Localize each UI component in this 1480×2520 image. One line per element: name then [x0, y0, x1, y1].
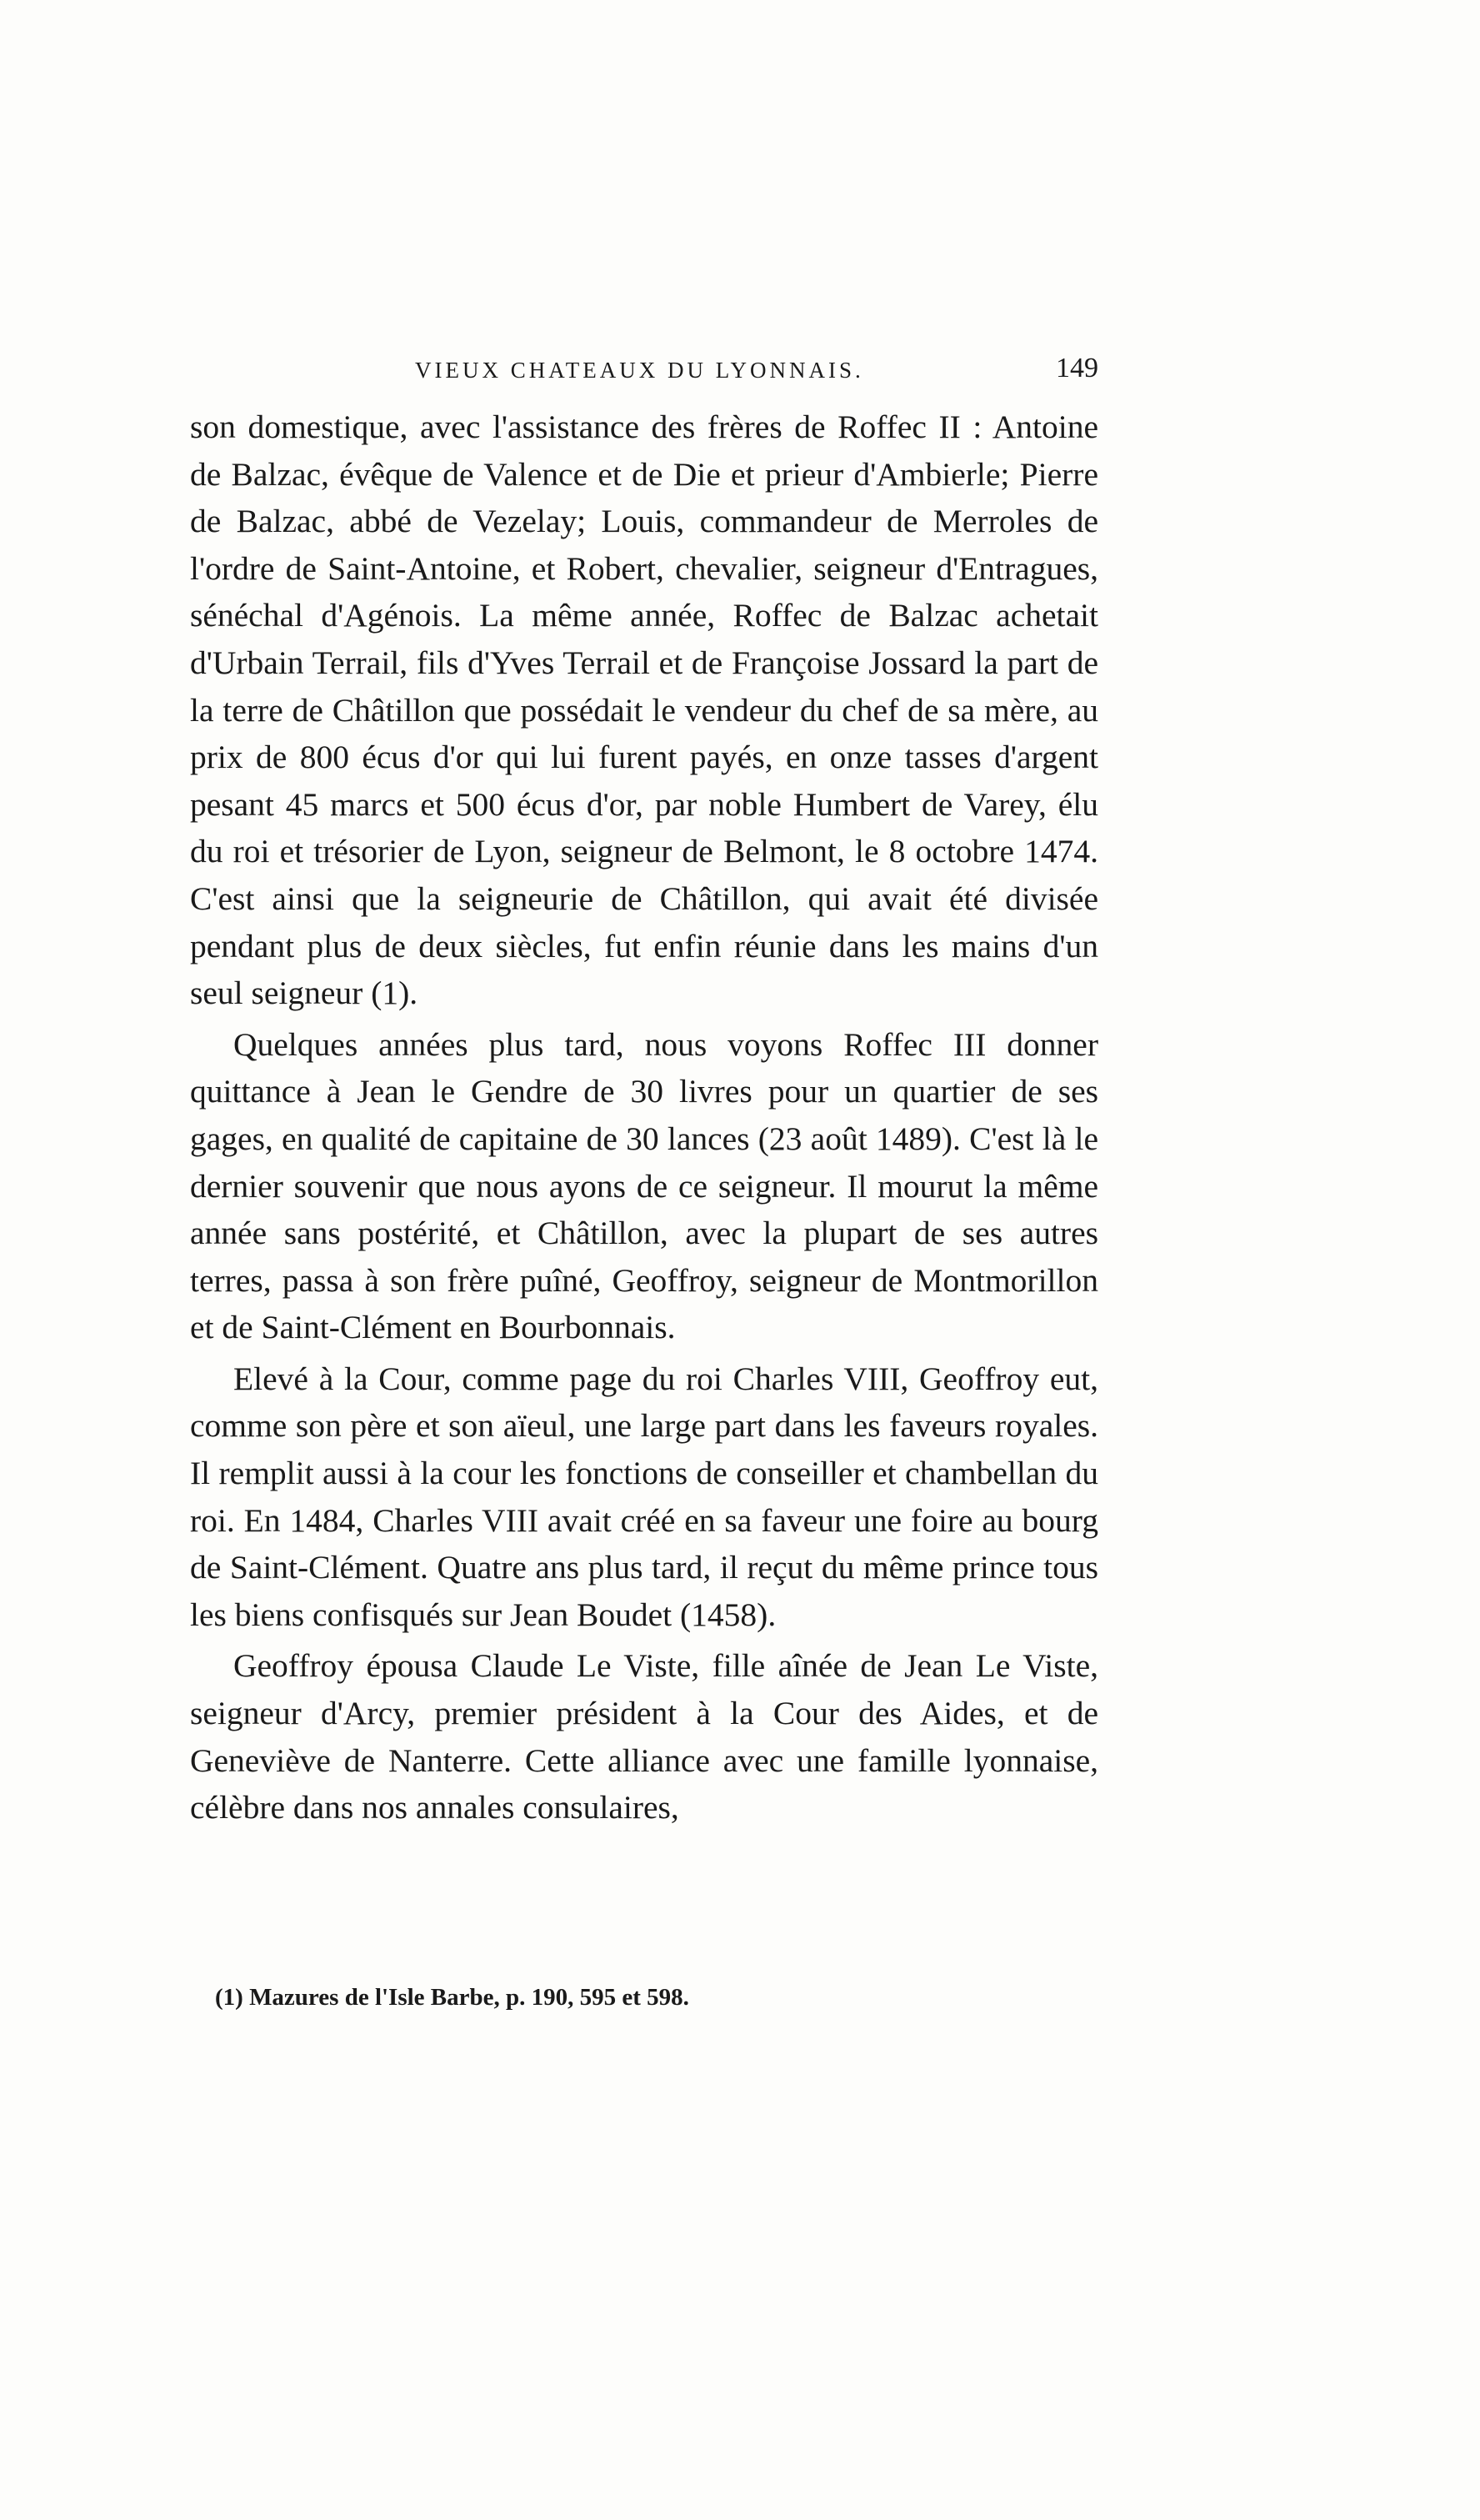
page-number: 149: [1056, 353, 1098, 383]
paragraph-1: son domestique, avec l'assistance des frères de Roffec II : Antoine de Balzac, évêque de Valence et de Die et prieur d'Ambierle; Pierre de Balzac, abbé de Vezelay; Louis, commandeur de Merroles de l'ordre de Saint-Antoine, et Robert, chevalier, seigneur d'Entragues, sénéchal d'Agénois. La même année, Roffec de Balzac achetait d'Urbain Terrail, fils d'Yves Terrail et de Françoise Jossard la part de la terre de Châtillon que possédait le vendeur du chef de sa mère, au prix de 800 écus d'or qui lui furent payés, en onze tasses d'argent pesant 45 marcs et 500 écus d'or, par noble Humbert de Varey, élu du roi et trésorier de Lyon, seigneur de Belmont, le 8 octobre 1474. C'est ainsi que la seigneurie de Châtillon, qui avait été divisée pendant plus de deux siècles, fut enfin réunie dans les mains d'un seul seigneur (1).: [190, 408, 1098, 1012]
paragraph-4: Geoffroy épousa Claude Le Viste, fille aînée de Jean Le Viste, seigneur d'Arcy, premier président à la Cour des Aides, et de Geneviève de Nanterre. Cette alliance avec une famille lyonnaise, célèbre dans nos annales consulaires,: [190, 1647, 1098, 1826]
body-text: [190, 403, 1098, 1836]
page-header: [190, 354, 1098, 396]
footnote: (1) Mazures de l'Isle Barbe, p. 190, 595 et 598.: [215, 1984, 689, 2011]
running-head: VIEUX CHATEAUX DU LYONNAIS.: [415, 358, 864, 383]
paragraph-2: Quelques années plus tard, nous voyons Roffec III donner quittance à Jean le Gendre de 30 livres pour un quartier de ses gages, en qualité de capitaine de 30 lances (23 août 1489). C'est là le dernier souvenir que nous ayons de ce seigneur. Il mourut la même année sans postérité, et Châtillon, avec la plupart de ses autres terres, passa à son frère puîné, Geoffroy, seigneur de Montmorillon et de Saint-Clément en Bourbonnais.: [190, 1025, 1098, 1346]
paragraph-3: Elevé à la Cour, comme page du roi Charles VIII, Geoffroy eut, comme son père et son aïeul, une large part dans les faveurs royales. Il remplit aussi à la cour les fonctions de conseiller et chambellan du roi. En 1484, Charles VIII avait créé en sa faveur une foire au bourg de Saint-Clément. Quatre ans plus tard, il reçut du même prince tous les biens confisqués sur Jean Boudet (1458).: [190, 1360, 1098, 1633]
